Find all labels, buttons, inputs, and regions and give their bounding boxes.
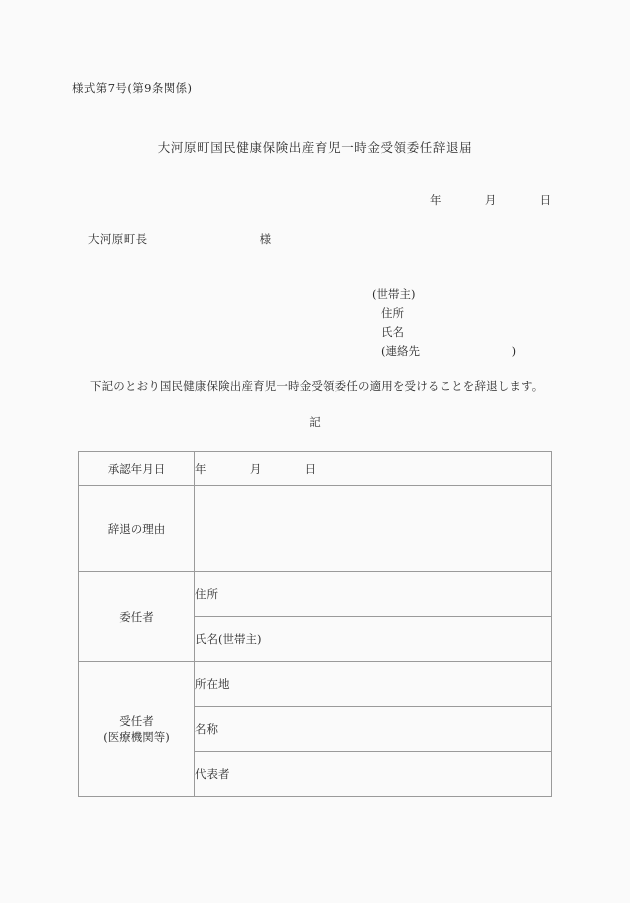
label-delegatee-name: 名称 (195, 722, 218, 736)
label-delegator (79, 572, 195, 662)
table-row-delegator-address (79, 572, 552, 617)
addressee-name: 大河原町長 (88, 232, 148, 246)
label-approval-date (79, 452, 195, 486)
label-delegator-name: 氏名(世帯主) (195, 632, 262, 646)
date-line (430, 192, 551, 208)
label-approval-date-text: 承認年月日 (107, 461, 166, 476)
applicant-address-row (372, 304, 516, 323)
label-delegator-text: 委任者 (119, 609, 154, 624)
label-delegatee-line2: (医療機関等) (103, 730, 170, 744)
field-delegatee-location[interactable] (195, 662, 552, 707)
page-title: 大河原町国民健康保険出産育児一時金受領委任辞退届 (157, 140, 473, 155)
form-number: 様式第7号(第9条関係) (72, 81, 193, 95)
approval-day-label: 日 (304, 461, 317, 476)
label-reason (79, 486, 195, 572)
approval-month-label: 月 (249, 461, 262, 476)
applicant-name-row (372, 323, 516, 342)
date-day-label: 日 (539, 193, 552, 207)
applicant-address-label: 住所 (381, 306, 404, 320)
label-delegatee-line1: 受任者 (119, 714, 154, 728)
date-year-label: 年 (430, 193, 442, 207)
label-delegatee (79, 662, 195, 797)
date-month-label: 月 (484, 193, 497, 207)
field-delegatee-name[interactable] (195, 707, 552, 752)
table-row-delegatee-location (79, 662, 552, 707)
applicant-block (372, 285, 516, 361)
applicant-heading-row (372, 285, 516, 304)
applicant-name-label: 氏名 (381, 325, 404, 339)
table-row-reason (79, 486, 552, 572)
form-table (78, 451, 552, 797)
addressee-honorific: 様 (259, 232, 272, 246)
applicant-heading: (世帯主) (372, 287, 416, 301)
field-delegatee-representative[interactable] (195, 752, 552, 797)
field-delegator-name[interactable] (195, 617, 552, 662)
addressee (88, 231, 271, 247)
label-delegatee-location: 所在地 (195, 677, 230, 691)
applicant-contact-label: (連絡先 (381, 344, 420, 358)
applicant-contact-row (372, 342, 516, 361)
approval-year-label: 年 (195, 461, 207, 476)
field-approval-date[interactable] (195, 452, 552, 486)
field-delegator-address[interactable] (195, 572, 552, 617)
statement-text: 下記のとおり国民健康保険出産育児一時金受領委任の適用を受けることを辞退します。 (90, 379, 544, 393)
applicant-contact-close-paren: ) (511, 344, 517, 358)
table-row-approval-date (79, 452, 552, 486)
field-reason[interactable] (195, 486, 552, 572)
label-delegatee-representative: 代表者 (195, 767, 230, 781)
label-delegator-address: 住所 (195, 587, 218, 601)
ki-marker: 記 (309, 415, 321, 429)
label-reason-text: 辞退の理由 (107, 521, 166, 536)
